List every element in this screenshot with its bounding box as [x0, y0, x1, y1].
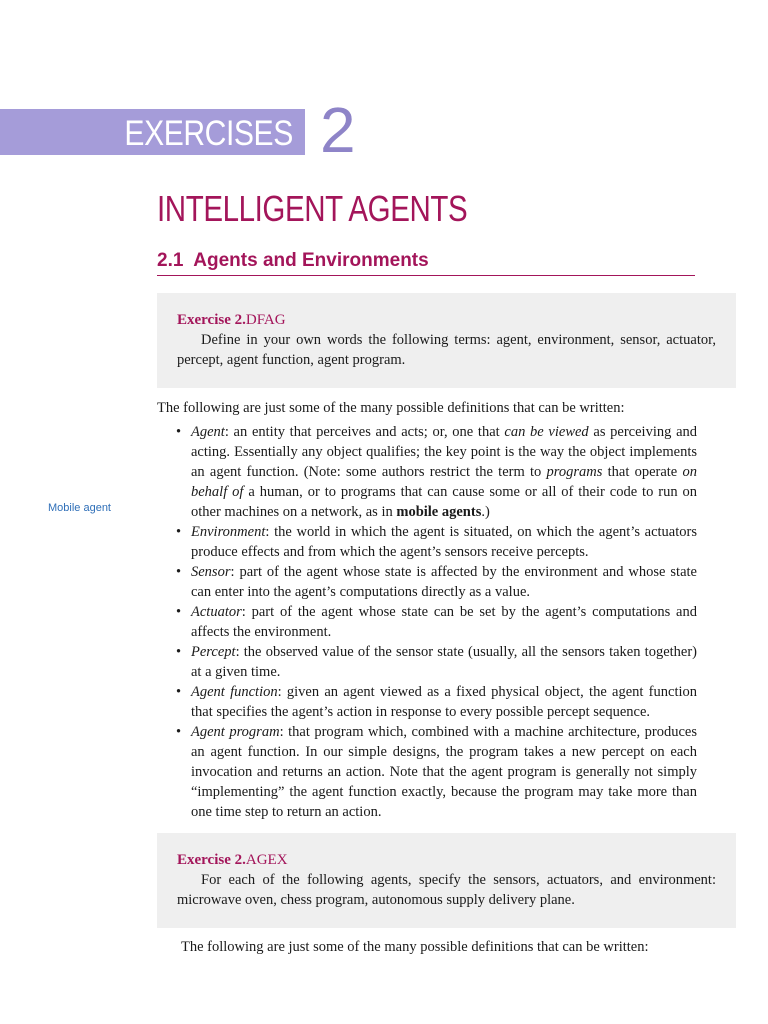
definition-text: : given an agent viewed as a fixed physical object, the agent function that specifies the agent’s action in response to every possible percept sequence.	[191, 684, 698, 720]
exercise-heading	[177, 850, 716, 870]
list-item	[175, 562, 697, 602]
emphasis: on behalf of	[191, 464, 697, 500]
list-item	[175, 642, 697, 682]
list-item	[175, 602, 697, 642]
section-number: 2.1	[157, 250, 184, 271]
term: Actuator	[191, 604, 242, 620]
term: Percept	[191, 644, 236, 660]
definition-text: : the observed value of the sensor state (usually, all the sensors taken together) at a given time.	[191, 644, 697, 680]
definition-text: a human, or to programs that can cause some or all of their code to run on other machines on a network, as in	[191, 484, 697, 520]
definition-text: : part of the agent whose state is affected by the environment and whose state can enter into the agent’s computations directly as a value.	[191, 564, 697, 600]
exercise-heading	[177, 310, 716, 330]
section-title: Agents and Environments	[193, 250, 429, 271]
definition-text: : an entity that perceives and acts; or, one that	[224, 424, 505, 440]
list-item	[175, 422, 697, 522]
exercise-code: AGEX	[245, 852, 288, 868]
answer-intro: The following are just some of the many possible definitions that can be written:	[157, 400, 625, 416]
definition-text: that operate	[602, 464, 683, 480]
index-term: mobile agents	[396, 504, 482, 520]
exercise-box-agex	[157, 833, 736, 928]
answer-intro: The following are just some of the many possible definitions that can be written:	[181, 939, 649, 955]
term: Sensor	[191, 564, 231, 580]
definition-text: : part of the agent whose state can be set by the agent’s computations and affects the environment.	[191, 604, 697, 640]
list-item	[175, 522, 697, 562]
margin-note-mobile-agent[interactable]: Mobile agent	[48, 502, 111, 514]
emphasis: programs	[546, 464, 603, 480]
definition-text: .)	[481, 504, 490, 520]
term: Agent	[191, 424, 225, 440]
exercise-code: DFAG	[245, 312, 286, 328]
section-heading	[157, 250, 695, 276]
exercise-text: For each of the following agents, specify the sensors, actuators, and environment: microwave oven, chess program, autonomous supply delivery plane.	[177, 872, 716, 908]
exercise-text: Define in your own words the following terms: agent, environment, sensor, actuator, percept, agent function, agent program.	[177, 332, 716, 368]
band-label: EXERCISES	[124, 114, 293, 153]
term: Agent function	[191, 684, 278, 700]
term: Agent program	[191, 724, 280, 740]
term: Environment	[191, 524, 266, 540]
exercise-label: Exercise 2.	[177, 312, 246, 328]
definition-text: as perceiving and acting. Essentially any object qualifies; the key point is the way the object implements an agent function. (Note: some authors restrict the term to	[191, 424, 698, 480]
chapter-title: INTELLIGENT AGENTS	[157, 188, 468, 229]
list-item	[175, 722, 697, 822]
emphasis: can be viewed	[504, 424, 589, 440]
chapter-number: 2	[320, 94, 356, 166]
exercise-box-dfag	[157, 293, 736, 388]
definition-text: : the world in which the agent is situated, on which the agent’s actuators produce effects and from which the agent’s sensors receive percepts.	[191, 524, 697, 560]
chapter-band	[0, 109, 305, 155]
definition-list	[175, 422, 697, 822]
definition-text: : that program which, combined with a machine architecture, produces an agent function. In our simple designs, the program takes a new percept on each invocation and returns an action. Note that the agent program is generally not simply “implementing” the agent function exactly, because the program may take more than one time step to return an action.	[191, 724, 697, 820]
exercise-label: Exercise 2.	[177, 852, 246, 868]
list-item	[175, 682, 697, 722]
